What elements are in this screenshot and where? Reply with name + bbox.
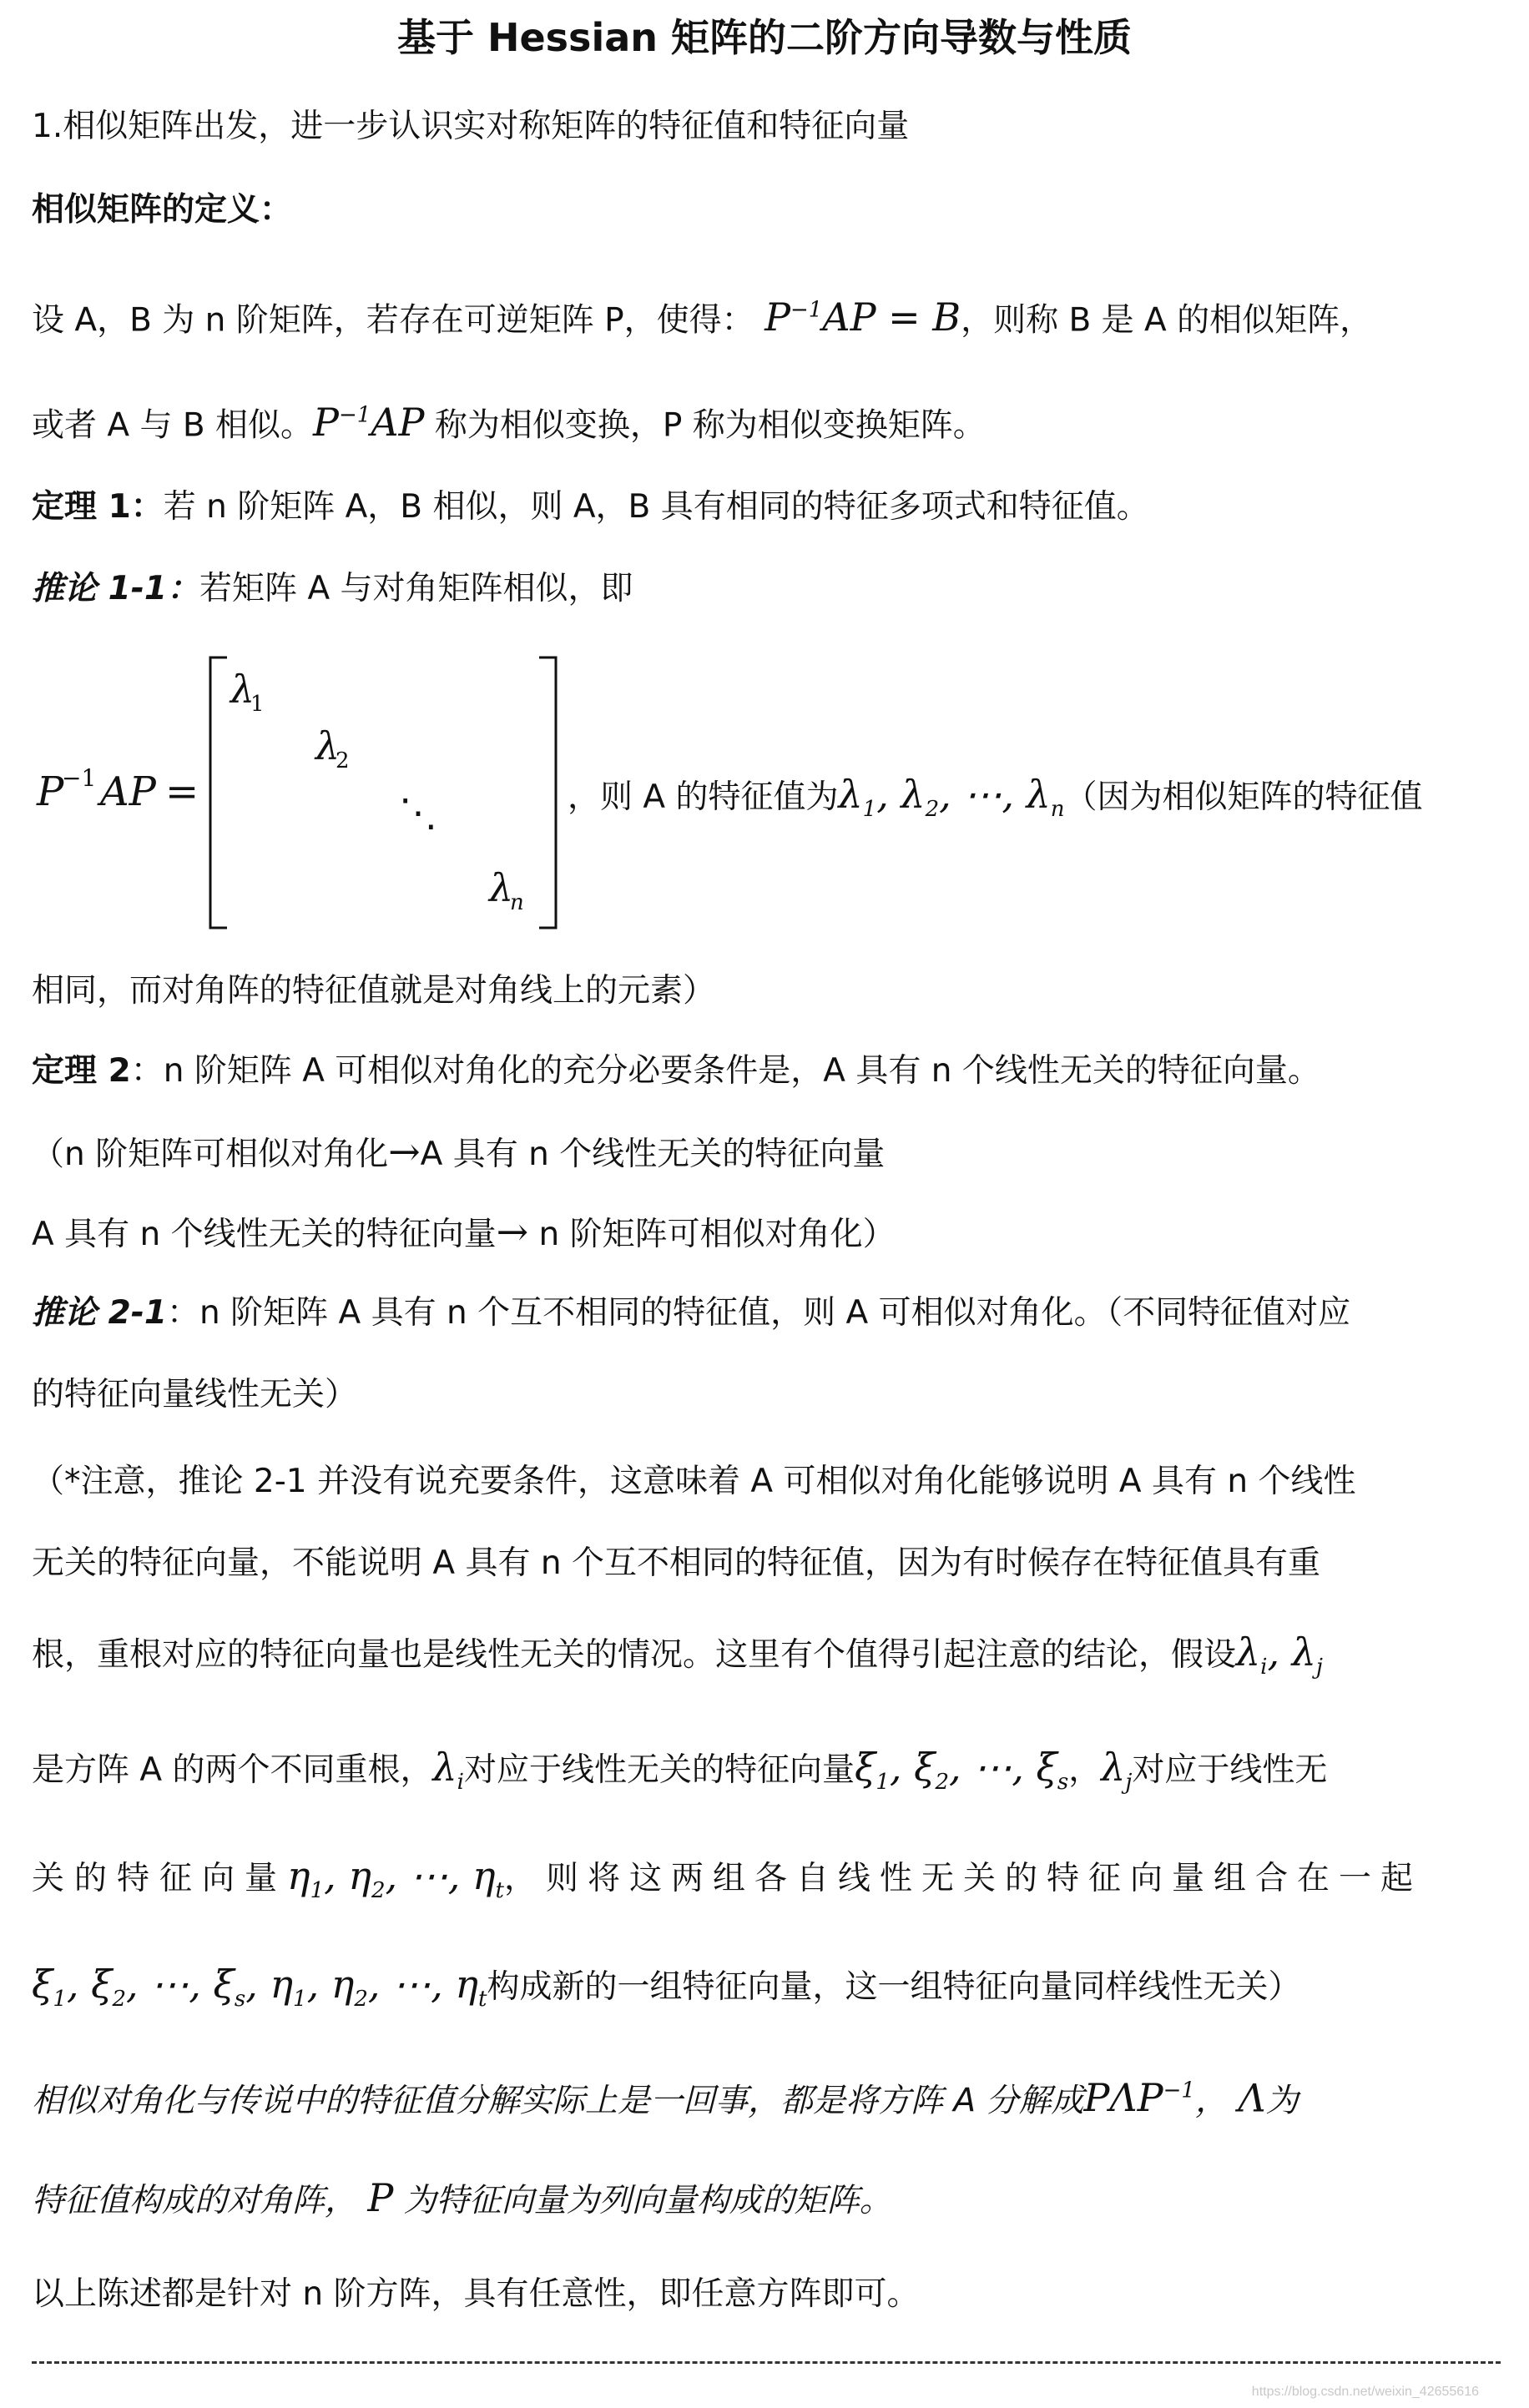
right-arrow-icon: →: [388, 1129, 421, 1174]
note-line-5-b: ，则将这两组各自线性无关的特征向量组合在一起: [504, 1860, 1423, 1897]
definition-heading: 相似矩阵的定义：: [32, 191, 293, 229]
italic-line-2-a: 特征值构成的对角阵，: [32, 2182, 358, 2219]
formula-p: P: [367, 2175, 394, 2220]
svg-text:λ: λ: [315, 723, 341, 768]
svg-text:P: P: [37, 768, 64, 815]
theorem-2-line-2-a: A 具有 n 个线性无关的特征向量: [32, 1216, 497, 1253]
note-line-1: （*注意，推论 2-1 并没有说充要条件，这意味着 A 可相似对角化能够说明 A 具有 n 个线性: [32, 1463, 1356, 1500]
corollary-1-1-text: 若矩阵 A 与对角矩阵相似，即: [199, 570, 633, 607]
formula-combined-set: $\xi_1$, $\xi_2$, ⋯, $\xi_s$, $\eta_1$, $\eta_2$, ⋯, $\eta_t$: [32, 1962, 487, 2013]
formula-similarity: $P^{-1}AP = B$: [764, 295, 961, 340]
watermark: https://blog.csdn.net/weixin_42655616: [1251, 2385, 1479, 2399]
theorem-2-text: ：n 阶矩阵 A 可相似对角化的充分必要条件是，A 具有 n 个线性无关的特征向量。: [130, 1052, 1320, 1090]
definition-text-c: 或者 A 与 B 相似。: [32, 406, 314, 445]
formula-lambda-i-j: $\lambda_i$, $\lambda_j$: [1236, 1630, 1323, 1680]
corollary-2-1-label: 推论 2-1: [32, 1294, 168, 1332]
matrix-text-b: （因为相似矩阵的特征值: [1064, 778, 1423, 816]
theorem-2-line-1-a: （n 阶矩阵可相似对角化: [32, 1136, 389, 1173]
theorem-2-line-2-b: n 阶矩阵可相似对角化）: [528, 1216, 896, 1253]
formula-lambda-j: $\lambda_j$: [1101, 1745, 1133, 1796]
matrix-eigenvalue-text: [568, 771, 1502, 833]
note-line-4-b: 对应于线性无关的特征向量: [463, 1751, 855, 1789]
svg-text:2: 2: [336, 748, 350, 773]
final-statement: 以上陈述都是针对 n 阶方阵，具有任意性，即任意方阵即可。: [32, 2275, 920, 2313]
corollary-1-1-label: 推论 1-1：: [32, 570, 200, 607]
corollary-2-1-continuation: 的特征向量线性无关）: [32, 1376, 358, 1413]
note-line-4-a: 是方阵 A 的两个不同重根，: [32, 1751, 433, 1789]
definition-line-2: [32, 392, 1501, 449]
page-title: 基于 Hessian 矩阵的二阶方向导数与性质: [396, 15, 1133, 60]
theorem-1-text: 若 n 阶矩阵 A，B 相似，则 A，B 具有相同的特征多项式和特征值。: [163, 488, 1149, 526]
definition-text-d: 称为相似变换，P 称为相似变换矩阵。: [434, 406, 986, 445]
note-line-3: [32, 1629, 1501, 1690]
theorem-2-line-1-b: A 具有 n 个线性无关的特征向量: [420, 1136, 886, 1173]
svg-text:=: =: [165, 768, 199, 815]
note-line-3-text: 根，重根对应的特征向量也是线性无关的情况。这里有个值得引起注意的结论，假设: [32, 1636, 1237, 1674]
corollary-2-1-text: ：n 阶矩阵 A 具有 n 个互不相同的特征值，则 A 可相似对角化。（不同特征值对应: [167, 1294, 1351, 1332]
theorem-2: [32, 1048, 1501, 1095]
formula-lambda-cap: Λ: [1238, 2075, 1266, 2121]
note-line-2: 无关的特征向量，不能说明 A 具有 n 个互不相同的特征值，因为有时候存在特征值具有重: [32, 1544, 1320, 1582]
formula-lambda-i: $\lambda_i$: [432, 1745, 464, 1796]
dashed-divider: [32, 2361, 1501, 2364]
note-line-4: [32, 1744, 1501, 1806]
matrix-svg: [32, 651, 566, 943]
formula-p-lambda-p-inv: $P\Lambda P^{-1}$: [1083, 2075, 1195, 2121]
formula-eta-set: $\eta_1$, $\eta_2$, ⋯, $\eta_t$: [287, 1853, 504, 1904]
svg-text:1: 1: [250, 692, 265, 717]
matrix-left-bracket: [210, 657, 227, 928]
note-line-4-d: 对应于线性无: [1132, 1751, 1328, 1789]
theorem-2-label: 定理 2: [32, 1052, 131, 1090]
theorem-2-line-2: [32, 1208, 1501, 1258]
note-line-6: [32, 1961, 1501, 2023]
section-heading: 1.相似矩阵出发，进一步认识实对称矩阵的特征值和特征向量: [32, 108, 910, 145]
diagonal-matrix-equation: [32, 651, 566, 943]
formula-transform: $P^{-1}AP$: [313, 400, 425, 446]
note-line-4-c: ，: [1068, 1751, 1102, 1789]
svg-text:λ: λ: [489, 865, 514, 910]
italic-line-2-b: 为特征向量为列向量构成的矩阵。: [403, 2182, 892, 2219]
note-line-5: [32, 1852, 1501, 1914]
italic-line-1-b: ，: [1194, 2082, 1228, 2120]
formula-xi-set: $\xi_1$, $\xi_2$, ⋯, $\xi_s$: [854, 1745, 1069, 1796]
corollary-1-1: [32, 566, 1501, 612]
definition-text-b: ，则称 B 是 A 的相似矩阵，: [961, 301, 1373, 340]
italic-line-2: [32, 2174, 1501, 2224]
svg-text:n: n: [510, 890, 524, 915]
note-line-5-a: 关的特征向量: [32, 1860, 288, 1897]
right-arrow-icon: →: [496, 1209, 529, 1254]
italic-line-1-c: 为: [1265, 2082, 1299, 2120]
svg-text:⋱: ⋱: [399, 790, 437, 835]
svg-text:λ: λ: [230, 667, 255, 712]
svg-text:−1: −1: [62, 764, 97, 792]
formula-eigenvalues: $\lambda_1$, $\lambda_2$, ⋯, $\lambda_n$: [838, 772, 1065, 823]
theorem-1: [32, 484, 1501, 531]
definition-text-a: 设 A，B 为 n 阶矩阵，若存在可逆矩阵 P，使得：: [32, 301, 754, 340]
italic-line-1: [32, 2068, 1501, 2124]
note-line-6-b: 构成新的一组特征向量，这一组特征向量同样线性无关）: [487, 1968, 1301, 2006]
matrix-text-a: ，则 A 的特征值为: [568, 778, 839, 816]
theorem-2-line-1: [32, 1128, 1501, 1178]
matrix-continuation: 相同，而对角阵的特征值就是对角线上的元素）: [32, 972, 716, 1010]
definition-line-1: [32, 287, 1501, 344]
svg-text:AP: AP: [100, 768, 156, 815]
italic-line-1-a: 相似对角化与传说中的特征值分解实际上是一回事，都是将方阵 A 分解成: [32, 2082, 1084, 2120]
theorem-1-label: 定理 1：: [32, 488, 164, 526]
matrix-right-bracket: [539, 657, 556, 928]
corollary-2-1: [32, 1290, 1501, 1337]
